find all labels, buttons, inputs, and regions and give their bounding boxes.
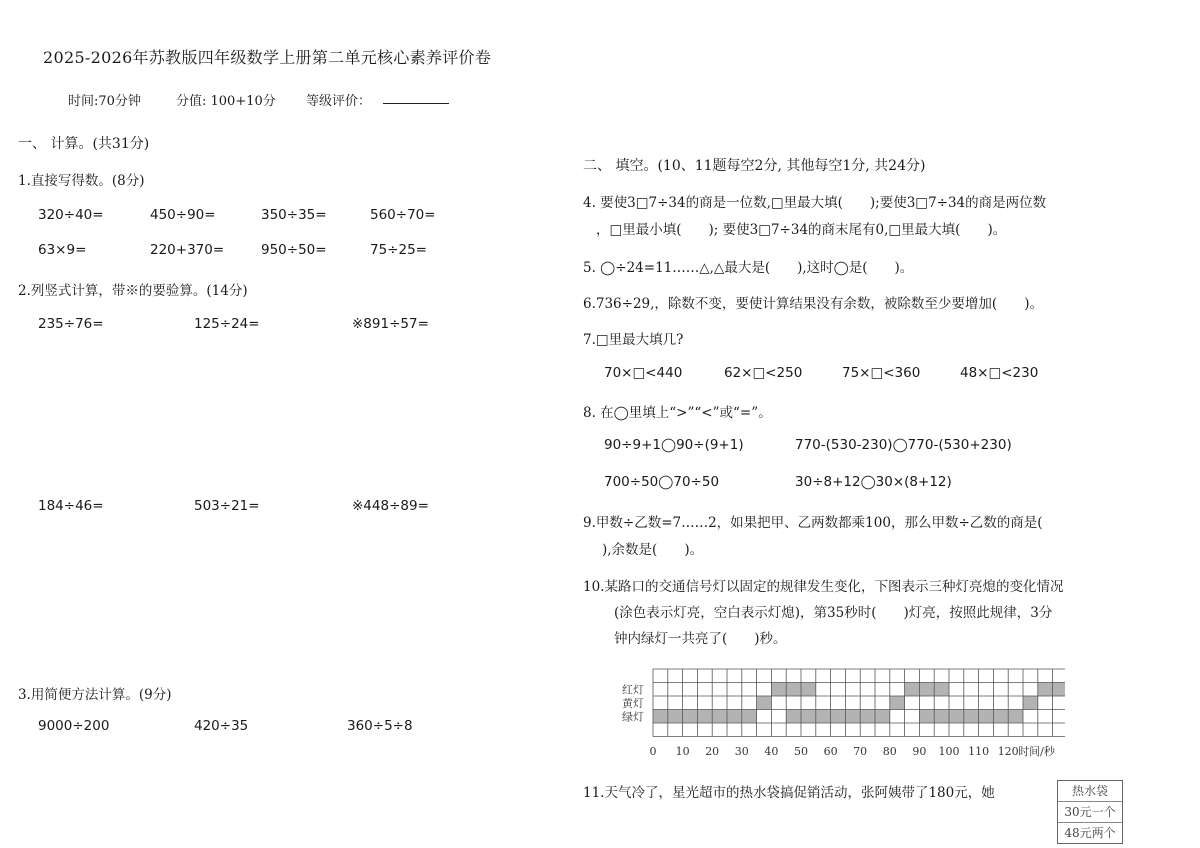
q2-item: 235÷76= [38,316,104,332]
page-title: 2025-2026年苏教版四年级数学上册第二单元核心素养评价卷 [43,48,492,67]
q1-item: 320÷40= [38,207,104,223]
q10-line2: (涂色表示灯亮，空白表示灯熄)，第35秒时( )灯亮，按照此规律，3分 [614,605,1053,621]
q2-item: 125÷24= [194,316,260,332]
q8-item: 770-(530-230)◯770-(530+230) [795,437,1012,453]
q3-label: 3.用简便方法计算。(9分) [18,687,172,703]
q8-label: 8. 在◯里填上“>”“<”或“=”。 [583,405,772,421]
x-tick-label: 60 [823,745,838,758]
q4-line1: 4. 要使3□7÷34的商是一位数,□里最大填( );要使3□7÷34的商是两位数 [583,195,1047,211]
x-tick-label: 80 [882,745,897,758]
lit-segment [919,710,1023,724]
lit-segment [905,683,949,697]
x-tick-label: 40 [764,745,779,758]
q10-line3: 钟内绿灯一共亮了( )秒。 [614,631,787,647]
grade-label: 等级评价： [306,94,372,109]
price-tag-title: 热水袋 [1058,781,1122,802]
q1-item: 450÷90= [150,207,216,223]
q10-line1: 10.某路口的交通信号灯以固定的规律发生变化，下图表示三种灯亮熄的变化情况 [583,579,1064,595]
q8-item: 90÷9+1◯90÷(9+1) [604,437,744,453]
price-tag [1057,780,1123,844]
x-tick-label: 90 [912,745,927,758]
q3-item: 420÷35 [194,718,249,734]
x-tick-label: 70 [853,745,868,758]
q7-item: 62×□<250 [724,365,803,381]
lit-segment [786,710,890,724]
x-tick-label: 110 [968,745,990,758]
x-tick-label: 20 [705,745,720,758]
q8-item: 700÷50◯70÷50 [604,474,720,490]
x-tick-label: 30 [734,745,749,758]
lit-segment [1023,696,1038,710]
q1-label: 1.直接写得数。(8分) [18,173,145,189]
traffic-light-chart [620,664,1065,760]
row-label: 黄灯 [622,697,644,710]
section1-heading: 一、 计算。(共31分) [18,136,150,152]
q1-item: 75÷25= [370,242,427,258]
lit-segment [890,696,905,710]
x-tick-label: 100 [938,745,960,758]
q5: 5. ◯÷24=11……△,△最大是( ),这时◯是( )。 [583,260,914,276]
lit-segment [1038,683,1065,697]
q2-label: 2.列竖式计算，带※的要验算。(14分) [18,283,248,299]
lit-segment [771,683,815,697]
x-axis-unit: 时间/秒 [1018,745,1055,758]
q1-item: 220+370= [150,242,225,258]
grade-blank [383,103,449,104]
lit-segment [653,710,757,724]
section2-heading: 二、 填空。(10、11题每空2分, 其他每空1分, 共24分) [583,158,926,174]
price-tag-pair: 48元两个 [1064,826,1116,840]
q1-item: 950÷50= [261,242,327,258]
q1-item: 560÷70= [370,207,436,223]
q7-label: 7.□里最大填几? [583,332,684,348]
lit-segment [757,696,772,710]
price-tag-single: 30元一个 [1058,802,1122,823]
q7-item: 48×□<230 [960,365,1039,381]
q6: 6.736÷29,，除数不变，要使计算结果没有余数，被除数至少要增加( )。 [583,296,1043,312]
exam-time: 时间:70分钟 [68,94,141,109]
q3-item: 9000÷200 [38,718,110,734]
row-label: 红灯 [622,683,644,697]
q1-item: 63×9= [38,242,87,258]
exam-score: 分值: 100+10分 [176,94,276,109]
q9-line2: ),余数是( )。 [602,542,704,558]
x-tick-label: 120 [997,745,1019,758]
q2-item: 184÷46= [38,498,104,514]
x-tick-label: 10 [675,745,690,758]
q3-item: 360÷5÷8 [347,718,413,734]
q11: 11.天气冷了，星光超市的热水袋搞促销活动，张阿姨带了180元，她 [583,785,995,801]
row-label: 绿灯 [622,710,644,724]
x-tick-label: 50 [794,745,808,758]
q9-line1: 9.甲数÷乙数=7……2，如果把甲、乙两数都乘100，那么甲数÷乙数的商是( [583,515,1043,531]
q8-item: 30÷8+12◯30×(8+12) [795,474,952,490]
q1-item: 350÷35= [261,207,327,223]
q7-item: 70×□<440 [604,365,683,381]
q2-item: ※891÷57= [352,316,429,332]
q4-line2: ，□里最小填( ); 要使3□7÷34的商末尾有0,□里最大填( )。 [596,222,1007,238]
x-tick-label: 0 [649,745,657,758]
q2-item: ※448÷89= [352,498,429,514]
q2-item: 503÷21= [194,498,260,514]
q7-item: 75×□<360 [842,365,921,381]
